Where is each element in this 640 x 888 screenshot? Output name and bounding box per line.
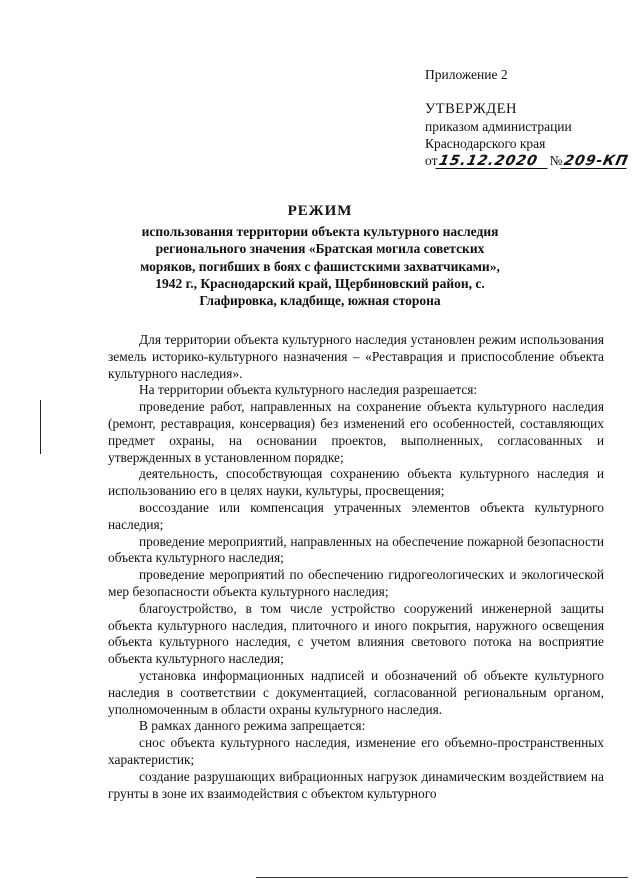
paragraph: снос объекта культурного наследия, изменение его объемно-пространственных характеристик; [108,735,604,767]
paragraph: создание разрушающих вибрационных нагрузок динамическим воздействием на грунты в зоне их взаимодействия с объектом культурного [108,768,604,801]
approved-label: УТВЕРЖДЕН [425,101,517,117]
margin-mark [40,400,41,454]
footer-line [256,877,628,878]
paragraph: проведение мероприятий, направленных на обеспечение пожарной безопасности объекта культурного наследия; [108,533,604,566]
document-title: РЕЖИМ [287,203,353,219]
handwritten-number: 209-КП [562,153,631,169]
date-prefix: от [425,153,438,168]
paragraph: установка информационных надписей и обозначений об объекте культурного наследия в соответствии с документацией, согласованной региональным органом, уполномоченным в области охраны культурного наследия. [108,667,604,717]
paragraph: воссоздание или компенсация утраченных элементов объекта культурного наследия; [108,499,604,532]
paragraph: проведение работ, направленных на сохранение объекта культурного наследия (ремонт, реставрация, консервация) без изменений его особенностей, составляющих предмет охраны, на основании проектов, выполненных, согласованных и утвержденных в установленном порядке; [108,399,604,465]
document-subtitle: использования территории объекта культурного наследия регионального значения «Братская могила советских моряков, погибших в боях с фашистскими захватчиками», 1942 г., Краснодарский край, Щербиновский район, с. Глафировка, кладбище, южная сторона [140,224,500,309]
paragraph: благоустройство, в том числе устройство сооружений инженерной защиты объекта культурного наследия, плиточного и иного покрытия, наружного освещения объекта культурного наследия, с учетом влияния светового потока на восприятие объекта культурного наследия; [108,600,604,667]
paragraph: проведение мероприятий по обеспечению гидрогеологических и экологической мер безопасности объекта культурного наследия; [108,567,604,599]
paragraph: На территории объекта культурного наследия разрешается: [139,382,478,398]
date-number-row [425,152,631,169]
paragraph: Для территории объекта культурного наследия установлен режим использования земель историко-культурного назначения – «Реставрация и приспособление объекта культурного наследия». [108,332,604,381]
approval-line-2: Краснодарского края [425,136,546,151]
paragraph: деятельность, способствующая сохранению объекта культурного наследия и использованию его в целях науки, культуры, просвещения; [108,466,604,499]
annex-label: Приложение 2 [425,67,508,82]
number-prefix: № [549,153,563,168]
approval-line-1: приказом администрации [425,119,572,134]
handwritten-date: 15.12.2020 [436,154,551,169]
title-block [140,203,500,309]
paragraph: В рамках данного режима запрещается: [139,718,366,734]
approval-block [425,66,631,169]
body-text [108,332,604,802]
